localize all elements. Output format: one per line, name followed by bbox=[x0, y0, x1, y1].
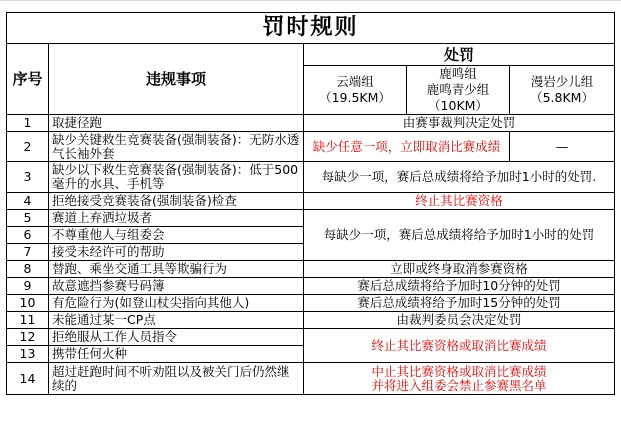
header-row-1 bbox=[7, 44, 615, 66]
row-number: 5 bbox=[7, 210, 49, 227]
table-row bbox=[7, 261, 615, 278]
header-no: 序号 bbox=[7, 44, 49, 115]
penalty-text bbox=[304, 363, 615, 395]
row-number: 10 bbox=[7, 295, 49, 312]
sheet-top-gridline bbox=[0, 0, 621, 6]
header-group-luming bbox=[407, 66, 510, 115]
row-number: 11 bbox=[7, 312, 49, 329]
penalty-text: 终止其比赛资格 bbox=[304, 193, 615, 210]
table-row bbox=[7, 210, 615, 227]
group-distance: （5.8KM） bbox=[530, 90, 594, 105]
penalty-text: 赛后总成绩将给予加时10分钟的处罚 bbox=[304, 278, 615, 295]
row-number: 14 bbox=[7, 363, 49, 395]
row-number: 4 bbox=[7, 193, 49, 210]
violation-item: 拒绝接受竞赛装备(强制装备)检查 bbox=[49, 193, 304, 210]
group-name: 云端组 bbox=[336, 74, 374, 89]
group-name: 漫岩少儿组 bbox=[530, 74, 594, 89]
table-row bbox=[7, 295, 615, 312]
violation-item: 赛道上弃洒垃圾者 bbox=[49, 210, 304, 227]
violation-item: 超过赶跑时间不听劝阻以及被关门后仍然继续的 bbox=[49, 363, 304, 395]
table-row bbox=[7, 278, 615, 295]
penalty-text-merged: 终止其比赛资格或取消比赛成绩 bbox=[304, 329, 615, 363]
row-number: 3 bbox=[7, 162, 49, 193]
penalty-line: 并将进入组委会禁止参赛黑名单 bbox=[371, 377, 547, 393]
penalty-text: 缺少任意一项，立即取消比赛成绩 bbox=[304, 132, 510, 162]
header-group-manyan bbox=[510, 66, 615, 115]
violation-item: 携带任何火种 bbox=[49, 346, 304, 363]
row-number: 8 bbox=[7, 261, 49, 278]
row-number: 2 bbox=[7, 132, 49, 162]
penalty-text: 立即或终身取消参赛资格 bbox=[304, 261, 615, 278]
penalty-text-merged: 每缺少一项，赛后总成绩将给予加时1小时的处罚 bbox=[304, 210, 615, 261]
table-title: 罚时规则 bbox=[7, 13, 615, 44]
violation-item: 取捷径跑 bbox=[49, 115, 304, 132]
penalty-text-kids: — bbox=[510, 132, 615, 162]
group-distance: （19.5KM） bbox=[319, 90, 391, 105]
violation-item: 有危险行为(如登山杖尖指向其他人) bbox=[49, 295, 304, 312]
table-row bbox=[7, 115, 615, 132]
table-row bbox=[7, 132, 615, 162]
header-penalty: 处罚 bbox=[304, 44, 615, 66]
header-group-yunduan bbox=[304, 66, 407, 115]
row-number: 9 bbox=[7, 278, 49, 295]
row-number: 13 bbox=[7, 346, 49, 363]
penalty-text: 每缺少一项，赛后总成绩将给予加时1小时的处罚. bbox=[304, 162, 615, 193]
violation-item: 缺少以下救生竞赛装备(强制装备)：低于500毫升的水具、手机等 bbox=[49, 162, 304, 193]
row-number: 1 bbox=[7, 115, 49, 132]
title-row bbox=[7, 13, 615, 44]
table-row bbox=[7, 162, 615, 193]
penalty-line: 中止其比赛资格或取消比赛成绩 bbox=[371, 363, 547, 379]
table-row bbox=[7, 329, 615, 346]
violation-item: 故意遮挡参赛号码簿 bbox=[49, 278, 304, 295]
row-number: 7 bbox=[7, 244, 49, 261]
violation-item: 替跑、乘坐交通工具等欺骗行为 bbox=[49, 261, 304, 278]
row-number: 12 bbox=[7, 329, 49, 346]
penalty-rules-table bbox=[6, 12, 615, 395]
penalty-text: 由裁判委员会决定处罚 bbox=[304, 312, 615, 329]
table-row bbox=[7, 363, 615, 395]
table-row bbox=[7, 193, 615, 210]
table-row bbox=[7, 312, 615, 329]
violation-item: 接受未经许可的帮助 bbox=[49, 244, 304, 261]
row-number: 6 bbox=[7, 227, 49, 244]
group-name: 鹿鸣组 bbox=[439, 66, 477, 81]
header-item: 违规事项 bbox=[49, 44, 304, 115]
penalty-text: 赛后总成绩将给予加时15分钟的处罚 bbox=[304, 295, 615, 312]
violation-item: 拒绝服从工作人员指令 bbox=[49, 329, 304, 346]
group-name-youth: 鹿鸣青少组 bbox=[426, 82, 490, 97]
violation-item: 未能通过某一CP点 bbox=[49, 312, 304, 329]
violation-item: 不尊重他人与组委会 bbox=[49, 227, 304, 244]
violation-item: 缺少关键救生竞赛装备(强制装备)：无防水透气长袖外套 bbox=[49, 132, 304, 162]
penalty-text: 由赛事裁判决定处罚 bbox=[304, 115, 615, 132]
group-distance: （10KM） bbox=[428, 98, 488, 113]
